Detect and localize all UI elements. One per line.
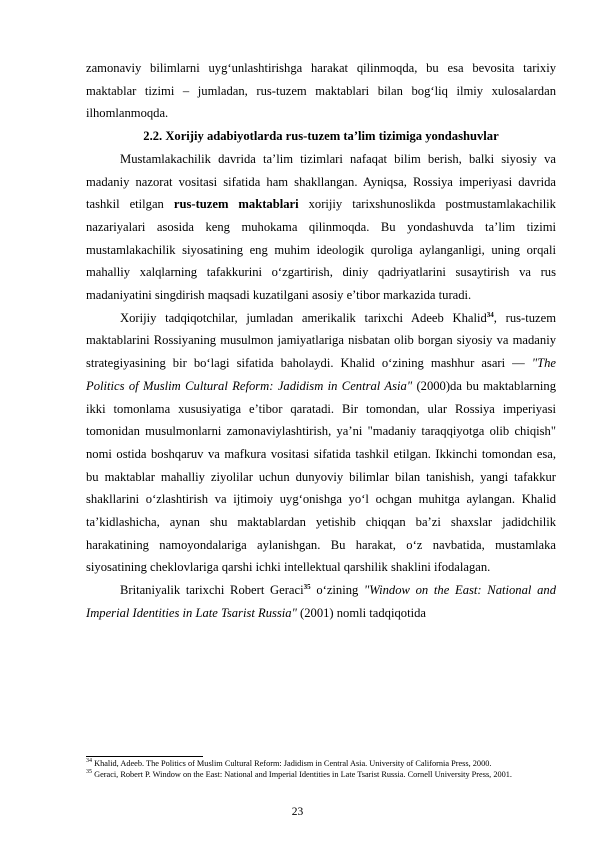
footnote-34 xyxy=(86,759,556,769)
footnote-ref-35[interactable]: 35 xyxy=(303,582,311,591)
footnote-number: 35 xyxy=(86,769,92,776)
footnote-number: 34 xyxy=(86,758,92,765)
paragraph-2 xyxy=(86,307,556,579)
intro-paragraph: zamonaviy bilimlarni uyg‘unlashtirishga harakat qilinmoqda, bu esa bevosita tarixiy maktablar tizimi – jumladan, rus-tuzem maktablari bilan bog‘liq ilmiy xulosalardan ilhomlanmoqda. xyxy=(86,61,556,121)
document-body xyxy=(86,57,556,625)
rus-tuzem-maktablari-bold: rus-tuzem maktablari xyxy=(173,197,299,212)
paragraph-2-text-c: (2000)da bu maktablarning ikki tomonlama xususiyatiga e’tibor qaratadi. Bir tomondan, ular Rossiya imperiyasi tomonidan musulmonlarni zamonaviylashtirish, ya’ni "madaniy taraqqiyotga olib chiqish" nomi ostida boshqaruv va mafkura vositasi sifatida tashkil etilgan. Ikkinchi tomondan esa, bu maktablar mahalliy ziyolilar uchun dunyoviy bilimlar bilan tanishish, yangi tafakkur shakllarini o‘zlashtirish va ijtimoiy uyg‘onishga yo‘l ochgan muhitga aylangan. Khalid ta’kidlashicha, aynan shu maktablardan yetishib chiqqan ba’zi shaxslar jadidchilik harakatining namoyondalariga aylanishgan. Bu harakat, o‘z navbatida, mustamlaka siyosatining cheklovlariga qarshi ichki intellektual qarshilik shaklini ifodalagan. xyxy=(86,378,556,575)
khalid-book-title: "The Politics of Muslim Cultural Reform: Jadidism in Central Asia" xyxy=(86,356,556,393)
paragraph-2-text-b: , rus-tuzem maktablarini Rossiyaning musulmon jamiyatlariga nisbatan olib borgan siyosiy va madaniy strategiyasining bir bo‘lagi sifatida baholaydi. Khalid o‘zining mashhur asari — xyxy=(86,310,557,371)
footnote-35 xyxy=(86,770,556,780)
geraci-book-title: "Window on the East: National and Imperial Identities in Late Tsarist Russia" xyxy=(86,583,556,620)
footnote-ref-34[interactable]: 34 xyxy=(486,310,494,319)
paragraph-1-text-b: xorijiy tarixshunoslikda postmustamlakachilik nazariyalari asosida keng muhokama qilinmoqda. Bu yondashuvda ta’lim tizimi mustamlakachilik siyosatining eng muhim ideologik quroliga aylanganligi, uning orqali mahalliy xalqlarning tafakkurini o‘zgartirish, diniy qadriyatlarini susaytirish va rus madaniyatini singdirish maqsadi kuzatilgani asosiy e’tibor markazida turadi. xyxy=(86,197,556,303)
footnote-divider xyxy=(86,756,203,757)
paragraph-3-text-c: (2001) nomli tadqiqotida xyxy=(296,605,426,620)
page-number: 23 xyxy=(291,806,304,818)
footnote-text: Khalid, Adeeb. The Politics of Muslim Cultural Reform: Jadidism in Central Asia. University of California Press, 2000. xyxy=(92,759,492,768)
paragraph-1 xyxy=(86,148,556,307)
paragraph-1-text-a: Mustamlakachilik davrida ta’lim tizimlari nafaqat bilim berish, balki siyosiy va madaniy nazorat vositasi sifatida ham shakllangan. Ayniqsa, Rossiya imperiyasi davrida tashkil etilgan xyxy=(86,151,556,212)
footnotes xyxy=(86,759,556,782)
paragraph-3-text-b: o‘zining xyxy=(310,583,365,598)
paragraph-3-text-a: Britaniyalik tarixchi Robert Geraci xyxy=(120,583,304,598)
paragraph-3 xyxy=(86,579,556,624)
paragraph-2-text-a: Xorijiy tadqiqotchilar, jumladan amerikalik tarixchi Adeeb Khalid xyxy=(120,310,487,325)
footnote-text: Geraci, Robert P. Window on the East: National and Imperial Identities in Late Tsarist Russia. Cornell University Press, 2001. xyxy=(92,770,513,780)
section-heading: 2.2. Xorijiy adabiyotlarda rus-tuzem ta’lim tizimiga yondashuvlar xyxy=(143,129,499,144)
